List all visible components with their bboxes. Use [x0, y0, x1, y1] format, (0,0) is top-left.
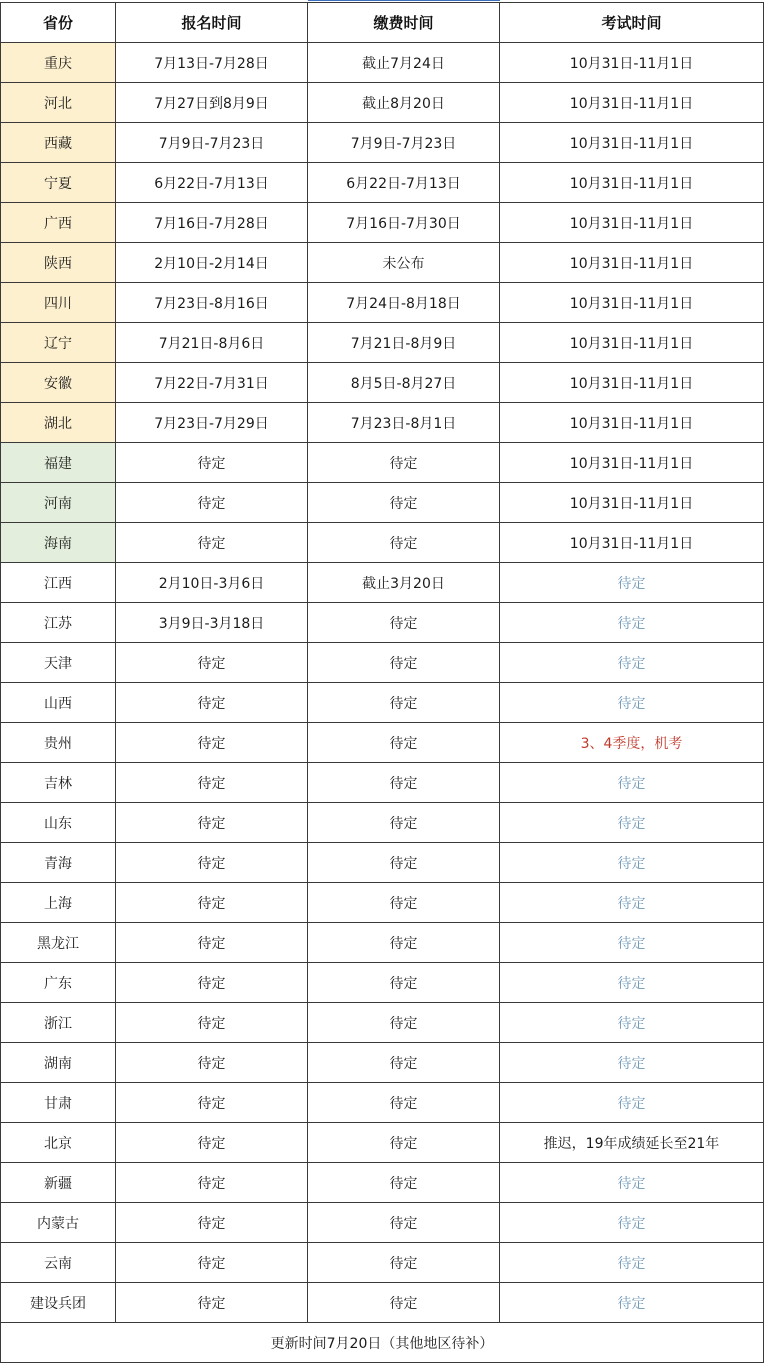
exam-cell: 待定	[500, 763, 764, 803]
registration-cell: 待定	[116, 963, 308, 1003]
payment-cell: 7月16日-7月30日	[308, 203, 500, 243]
table-row	[1, 363, 764, 403]
province-cell: 广东	[1, 963, 116, 1003]
province-cell: 广西	[1, 203, 116, 243]
registration-cell: 待定	[116, 1003, 308, 1043]
exam-schedule-table	[0, 2, 764, 1363]
payment-cell: 8月5日-8月27日	[308, 363, 500, 403]
province-cell: 福建	[1, 443, 116, 483]
province-cell: 云南	[1, 1243, 116, 1283]
province-cell: 河北	[1, 83, 116, 123]
table-row	[1, 123, 764, 163]
registration-cell: 待定	[116, 483, 308, 523]
exam-cell: 待定	[500, 1163, 764, 1203]
province-cell: 青海	[1, 843, 116, 883]
exam-cell: 10月31日-11月1日	[500, 243, 764, 283]
province-cell: 北京	[1, 1123, 116, 1163]
header-province: 省份	[1, 3, 116, 43]
province-cell: 辽宁	[1, 323, 116, 363]
exam-cell: 10月31日-11月1日	[500, 283, 764, 323]
registration-cell: 待定	[116, 1043, 308, 1083]
registration-cell: 7月9日-7月23日	[116, 123, 308, 163]
payment-cell: 待定	[308, 683, 500, 723]
exam-cell: 待定	[500, 1003, 764, 1043]
table-row	[1, 163, 764, 203]
table-row	[1, 403, 764, 443]
header-exam-time: 考试时间	[500, 3, 764, 43]
province-cell: 陕西	[1, 243, 116, 283]
exam-cell: 待定	[500, 1283, 764, 1323]
payment-cell: 待定	[308, 1243, 500, 1283]
registration-cell: 待定	[116, 923, 308, 963]
registration-cell: 待定	[116, 1083, 308, 1123]
table-row	[1, 323, 764, 363]
registration-cell: 待定	[116, 1243, 308, 1283]
province-cell: 浙江	[1, 1003, 116, 1043]
registration-cell: 待定	[116, 643, 308, 683]
province-cell: 天津	[1, 643, 116, 683]
table-row	[1, 1043, 764, 1083]
province-cell: 甘肃	[1, 1083, 116, 1123]
registration-cell: 7月13日-7月28日	[116, 43, 308, 83]
payment-cell: 截止3月20日	[308, 563, 500, 603]
province-cell: 贵州	[1, 723, 116, 763]
payment-cell: 待定	[308, 963, 500, 1003]
payment-cell: 待定	[308, 603, 500, 643]
table-row	[1, 1123, 764, 1163]
table-row	[1, 523, 764, 563]
payment-cell: 待定	[308, 523, 500, 563]
payment-cell: 6月22日-7月13日	[308, 163, 500, 203]
exam-cell: 10月31日-11月1日	[500, 363, 764, 403]
registration-cell: 待定	[116, 1123, 308, 1163]
table-row	[1, 723, 764, 763]
header-payment-time: 缴费时间	[308, 3, 500, 43]
payment-cell: 待定	[308, 643, 500, 683]
registration-cell: 待定	[116, 1283, 308, 1323]
payment-cell: 待定	[308, 883, 500, 923]
exam-cell: 待定	[500, 923, 764, 963]
registration-cell: 7月16日-7月28日	[116, 203, 308, 243]
province-cell: 河南	[1, 483, 116, 523]
exam-cell: 待定	[500, 603, 764, 643]
footer-row	[1, 1323, 764, 1363]
table-row	[1, 683, 764, 723]
exam-cell: 待定	[500, 1083, 764, 1123]
exam-cell: 待定	[500, 683, 764, 723]
registration-cell: 待定	[116, 723, 308, 763]
registration-cell: 3月9日-3月18日	[116, 603, 308, 643]
table-row	[1, 1283, 764, 1323]
payment-cell: 待定	[308, 763, 500, 803]
payment-cell: 待定	[308, 803, 500, 843]
province-cell: 四川	[1, 283, 116, 323]
header-accent-line	[308, 0, 500, 1]
province-cell: 湖北	[1, 403, 116, 443]
table-row	[1, 443, 764, 483]
registration-cell: 待定	[116, 803, 308, 843]
table-row	[1, 1003, 764, 1043]
province-cell: 山西	[1, 683, 116, 723]
registration-cell: 待定	[116, 443, 308, 483]
table-row	[1, 1243, 764, 1283]
registration-cell: 待定	[116, 763, 308, 803]
table-row	[1, 1203, 764, 1243]
province-cell: 重庆	[1, 43, 116, 83]
province-cell: 山东	[1, 803, 116, 843]
payment-cell: 待定	[308, 923, 500, 963]
payment-cell: 7月21日-8月9日	[308, 323, 500, 363]
registration-cell: 待定	[116, 883, 308, 923]
table-row	[1, 963, 764, 1003]
registration-cell: 待定	[116, 1203, 308, 1243]
exam-cell: 10月31日-11月1日	[500, 43, 764, 83]
exam-cell: 10月31日-11月1日	[500, 203, 764, 243]
payment-cell: 待定	[308, 843, 500, 883]
payment-cell: 待定	[308, 723, 500, 763]
payment-cell: 截止7月24日	[308, 43, 500, 83]
province-cell: 江西	[1, 563, 116, 603]
exam-cell: 3、4季度，机考	[500, 723, 764, 763]
exam-cell: 10月31日-11月1日	[500, 83, 764, 123]
exam-cell: 待定	[500, 883, 764, 923]
table-row	[1, 243, 764, 283]
province-cell: 西藏	[1, 123, 116, 163]
exam-cell: 待定	[500, 563, 764, 603]
table-row	[1, 283, 764, 323]
province-cell: 宁夏	[1, 163, 116, 203]
exam-cell: 待定	[500, 1043, 764, 1083]
table-row	[1, 1163, 764, 1203]
registration-cell: 待定	[116, 683, 308, 723]
table-row	[1, 83, 764, 123]
exam-cell: 待定	[500, 643, 764, 683]
payment-cell: 截止8月20日	[308, 83, 500, 123]
province-cell: 江苏	[1, 603, 116, 643]
province-cell: 建设兵团	[1, 1283, 116, 1323]
exam-cell: 10月31日-11月1日	[500, 163, 764, 203]
registration-cell: 7月23日-7月29日	[116, 403, 308, 443]
table-row	[1, 43, 764, 83]
registration-cell: 待定	[116, 1163, 308, 1203]
registration-cell: 待定	[116, 843, 308, 883]
exam-cell: 推迟，19年成绩延长至21年	[500, 1123, 764, 1163]
payment-cell: 7月24日-8月18日	[308, 283, 500, 323]
exam-cell: 10月31日-11月1日	[500, 123, 764, 163]
table-row	[1, 563, 764, 603]
registration-cell: 7月22日-7月31日	[116, 363, 308, 403]
registration-cell: 2月10日-3月6日	[116, 563, 308, 603]
exam-cell: 待定	[500, 803, 764, 843]
province-cell: 内蒙古	[1, 1203, 116, 1243]
payment-cell: 待定	[308, 1003, 500, 1043]
payment-cell: 7月9日-7月23日	[308, 123, 500, 163]
registration-cell: 2月10日-2月14日	[116, 243, 308, 283]
exam-cell: 待定	[500, 1243, 764, 1283]
province-cell: 新疆	[1, 1163, 116, 1203]
table-row	[1, 843, 764, 883]
table-row	[1, 483, 764, 523]
province-cell: 海南	[1, 523, 116, 563]
table-row	[1, 203, 764, 243]
table-row	[1, 1083, 764, 1123]
payment-cell: 7月23日-8月1日	[308, 403, 500, 443]
payment-cell: 待定	[308, 483, 500, 523]
exam-cell: 10月31日-11月1日	[500, 483, 764, 523]
table-row	[1, 603, 764, 643]
exam-cell: 待定	[500, 1203, 764, 1243]
header-registration-time: 报名时间	[116, 3, 308, 43]
exam-cell: 10月31日-11月1日	[500, 403, 764, 443]
payment-cell: 待定	[308, 1083, 500, 1123]
province-cell: 湖南	[1, 1043, 116, 1083]
province-cell: 上海	[1, 883, 116, 923]
province-cell: 黑龙江	[1, 923, 116, 963]
province-cell: 吉林	[1, 763, 116, 803]
payment-cell: 待定	[308, 1043, 500, 1083]
exam-cell: 10月31日-11月1日	[500, 443, 764, 483]
payment-cell: 待定	[308, 1163, 500, 1203]
payment-cell: 待定	[308, 443, 500, 483]
payment-cell: 待定	[308, 1203, 500, 1243]
table-row	[1, 883, 764, 923]
update-note: 更新时间7月20日（其他地区待补）	[1, 1323, 764, 1363]
table-body	[1, 43, 764, 1323]
exam-cell: 待定	[500, 963, 764, 1003]
table-row	[1, 923, 764, 963]
exam-cell: 10月31日-11月1日	[500, 323, 764, 363]
payment-cell: 待定	[308, 1283, 500, 1323]
payment-cell: 待定	[308, 1123, 500, 1163]
province-cell: 安徽	[1, 363, 116, 403]
exam-cell: 10月31日-11月1日	[500, 523, 764, 563]
table-row	[1, 643, 764, 683]
payment-cell: 未公布	[308, 243, 500, 283]
registration-cell: 7月23日-8月16日	[116, 283, 308, 323]
registration-cell: 待定	[116, 523, 308, 563]
table-header-row	[1, 3, 764, 43]
table-row	[1, 803, 764, 843]
table-row	[1, 763, 764, 803]
registration-cell: 6月22日-7月13日	[116, 163, 308, 203]
registration-cell: 7月27日到8月9日	[116, 83, 308, 123]
registration-cell: 7月21日-8月6日	[116, 323, 308, 363]
exam-cell: 待定	[500, 843, 764, 883]
